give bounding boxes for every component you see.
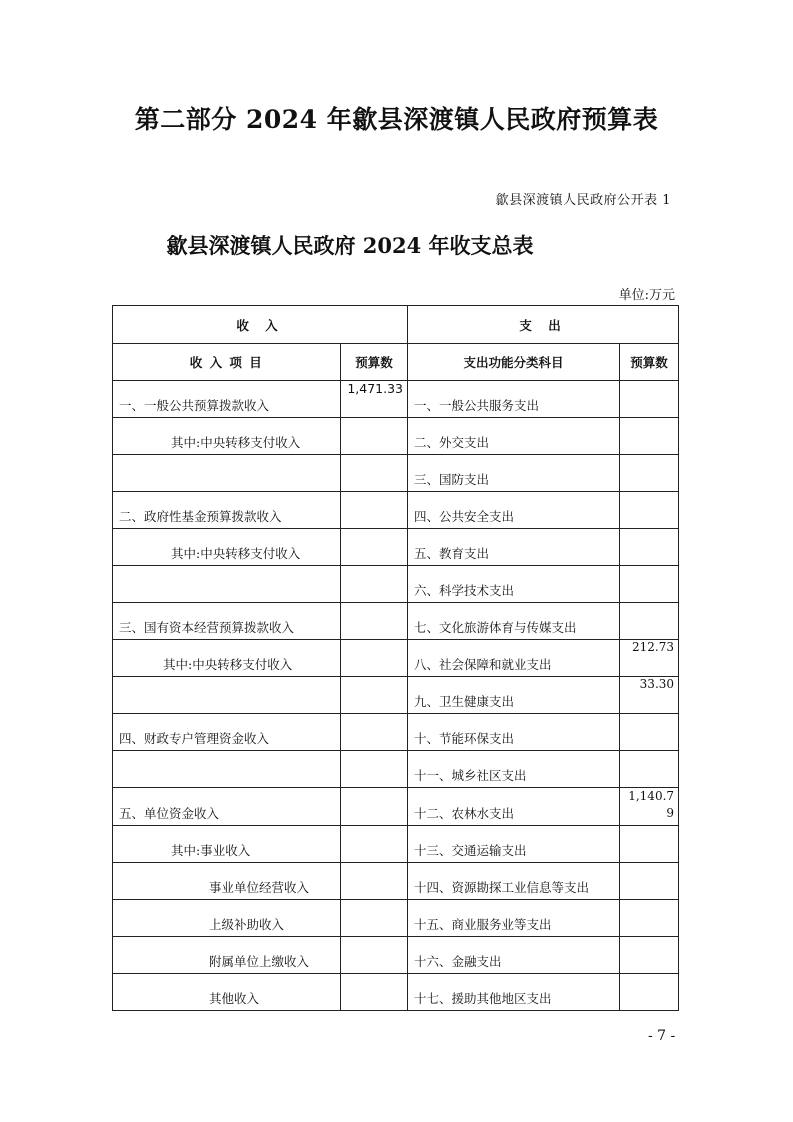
expense-amount [620,826,679,863]
part-title: 第二部分 2024 年歙县深渡镇人民政府预算表 [134,105,659,134]
col-income-item: 收 入 项 目 [113,344,341,381]
table-row [113,566,679,603]
expense-item: 五、教育支出 [408,529,620,566]
income-amount [341,826,408,863]
expense-item: 十、节能环保支出 [408,714,620,751]
table-row [113,863,679,900]
income-amount [341,937,408,974]
expense-amount [620,492,679,529]
expense-item: 七、文化旅游体育与传媒支出 [408,603,620,640]
expense-item: 十一、城乡社区支出 [408,751,620,788]
table-row [113,714,679,751]
expense-amount [620,751,679,788]
table-row [113,974,679,1011]
table-row [113,900,679,937]
expense-item: 四、公共安全支出 [408,492,620,529]
income-amount: 1,471.33 [341,381,408,418]
expense-amount [620,566,679,603]
income-amount [341,751,408,788]
expense-amount [620,974,679,1011]
expense-amount [620,937,679,974]
expense-amount [620,603,679,640]
expense-item: 一、一般公共服务支出 [408,381,620,418]
income-amount [341,418,408,455]
income-amount [341,788,408,826]
expense-amount: 212.73 [620,640,679,677]
income-item: 其他收入 [113,974,341,1011]
table-column-header-row [113,344,679,381]
table-row [113,492,679,529]
expense-item: 九、卫生健康支出 [408,677,620,714]
income-item: 二、政府性基金预算拨款收入 [113,492,341,529]
table-number: 歙县深渡镇人民政府公开表 1 [495,193,671,208]
col-expense-amount: 预算数 [620,344,679,381]
income-item: 其中:中央转移支付收入 [113,418,341,455]
income-amount [341,900,408,937]
income-amount [341,714,408,751]
income-item: 五、单位资金收入 [113,788,341,826]
unit-label: 单位:万元 [618,288,675,303]
income-item: 一、一般公共预算拨款收入 [113,381,341,418]
income-item: 四、财政专户管理资金收入 [113,714,341,751]
income-amount [341,566,408,603]
expense-amount [620,863,679,900]
col-expense-item: 支出功能分类科目 [408,344,620,381]
expense-item: 八、社会保障和就业支出 [408,640,620,677]
expense-section-header: 支 出 [408,306,679,344]
income-item: 其中:中央转移支付收入 [113,640,341,677]
expense-item: 十三、交通运输支出 [408,826,620,863]
expense-amount [620,418,679,455]
expense-item: 十七、援助其他地区支出 [408,974,620,1011]
income-amount [341,529,408,566]
table-title: 歙县深渡镇人民政府 2024 年收支总表 [166,233,534,258]
income-amount [341,640,408,677]
income-amount [341,603,408,640]
income-section-header: 收 入 [113,306,408,344]
table-row [113,937,679,974]
expense-item: 六、科学技术支出 [408,566,620,603]
expense-amount [620,900,679,937]
table-row [113,529,679,566]
income-item: 上级补助收入 [113,900,341,937]
col-income-amount: 预算数 [341,344,408,381]
expense-amount: 33.30 [620,677,679,714]
income-item [113,677,341,714]
income-item: 其中:中央转移支付收入 [113,529,341,566]
expense-item: 十四、资源勘探工业信息等支出 [408,863,620,900]
income-item [113,566,341,603]
expense-amount: 1,140.79 [620,788,679,826]
income-amount [341,677,408,714]
expense-item: 二、外交支出 [408,418,620,455]
income-item: 其中:事业收入 [113,826,341,863]
expense-item: 十五、商业服务业等支出 [408,900,620,937]
budget-table [112,305,679,1011]
income-item: 事业单位经营收入 [113,863,341,900]
table-row [113,677,679,714]
income-amount [341,492,408,529]
income-item [113,751,341,788]
income-item: 三、国有资本经营预算拨款收入 [113,603,341,640]
expense-amount [620,455,679,492]
income-amount [341,863,408,900]
table-row [113,640,679,677]
expense-item: 十六、金融支出 [408,937,620,974]
table-row [113,455,679,492]
page-number: - 7 - [648,1028,676,1044]
table-row [113,788,679,826]
expense-item: 三、国防支出 [408,455,620,492]
income-amount [341,455,408,492]
expense-item: 十二、农林水支出 [408,788,620,826]
table-section-header-row [113,306,679,344]
income-item [113,455,341,492]
expense-amount [620,714,679,751]
income-item: 附属单位上缴收入 [113,937,341,974]
expense-amount [620,529,679,566]
income-amount [341,974,408,1011]
table-row [113,418,679,455]
table-row [113,603,679,640]
expense-amount [620,381,679,418]
table-row [113,751,679,788]
table-row [113,826,679,863]
table-row [113,381,679,418]
